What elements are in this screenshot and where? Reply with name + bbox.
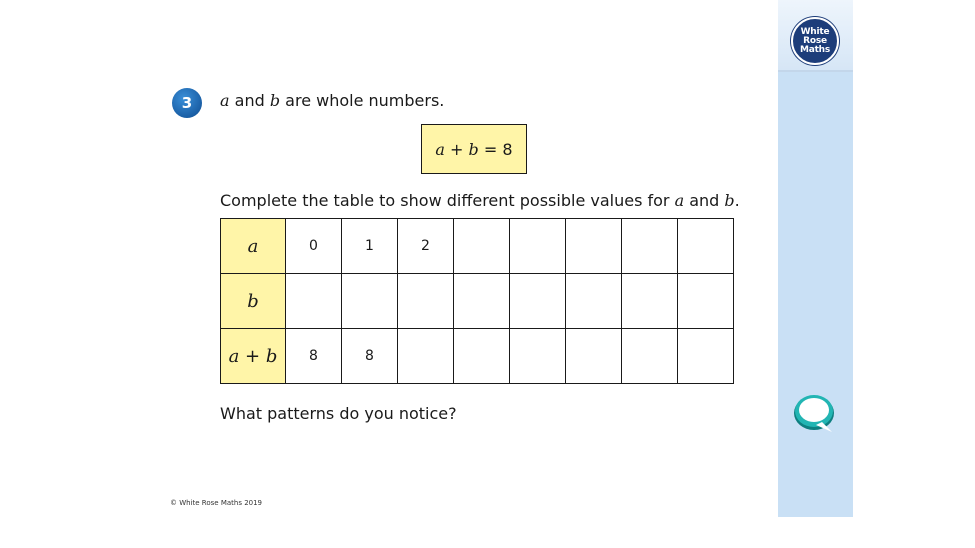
table-cell[interactable] — [678, 274, 734, 329]
table-cell[interactable] — [566, 329, 622, 384]
table-cell[interactable] — [398, 274, 454, 329]
table-cell[interactable] — [286, 274, 342, 329]
table-cell[interactable] — [342, 274, 398, 329]
table-cell[interactable]: 8 — [342, 329, 398, 384]
table-cell[interactable] — [622, 329, 678, 384]
copyright-notice: © White Rose Maths 2019 — [170, 499, 263, 507]
table-row-sum — [221, 329, 734, 384]
table-cell[interactable] — [566, 219, 622, 274]
table-cell[interactable] — [622, 219, 678, 274]
table-cell[interactable] — [678, 219, 734, 274]
equation-box: a + b = 8 — [421, 124, 527, 174]
question-intro: a and b are whole numbers. — [220, 91, 445, 110]
table-cell[interactable] — [622, 274, 678, 329]
table-cell[interactable] — [510, 329, 566, 384]
table-cell[interactable] — [566, 274, 622, 329]
table-cell[interactable] — [398, 329, 454, 384]
table-cell[interactable] — [510, 274, 566, 329]
table-cell[interactable]: 2 — [398, 219, 454, 274]
table-cell[interactable] — [678, 329, 734, 384]
question-number-badge: 3 — [172, 88, 202, 118]
patterns-question: What patterns do you notice? — [220, 404, 457, 423]
table-cell[interactable] — [454, 329, 510, 384]
row-header-b: b — [221, 274, 286, 329]
table-row-b — [221, 274, 734, 329]
row-header-a: a — [221, 219, 286, 274]
table-cell[interactable]: 1 — [342, 219, 398, 274]
white-rose-maths-logo: White Rose Maths — [791, 17, 839, 65]
row-header-sum: a + b — [221, 329, 286, 384]
table-cell[interactable] — [454, 274, 510, 329]
table-cell[interactable] — [510, 219, 566, 274]
table-cell[interactable] — [454, 219, 510, 274]
table-cell[interactable]: 0 — [286, 219, 342, 274]
sidebar-panel — [778, 72, 853, 517]
table-cell[interactable]: 8 — [286, 329, 342, 384]
table-row-a — [221, 219, 734, 274]
table-instruction: Complete the table to show different possible values for a and b. — [220, 191, 740, 210]
speech-bubble-icon[interactable] — [792, 392, 838, 434]
values-table — [220, 218, 734, 384]
